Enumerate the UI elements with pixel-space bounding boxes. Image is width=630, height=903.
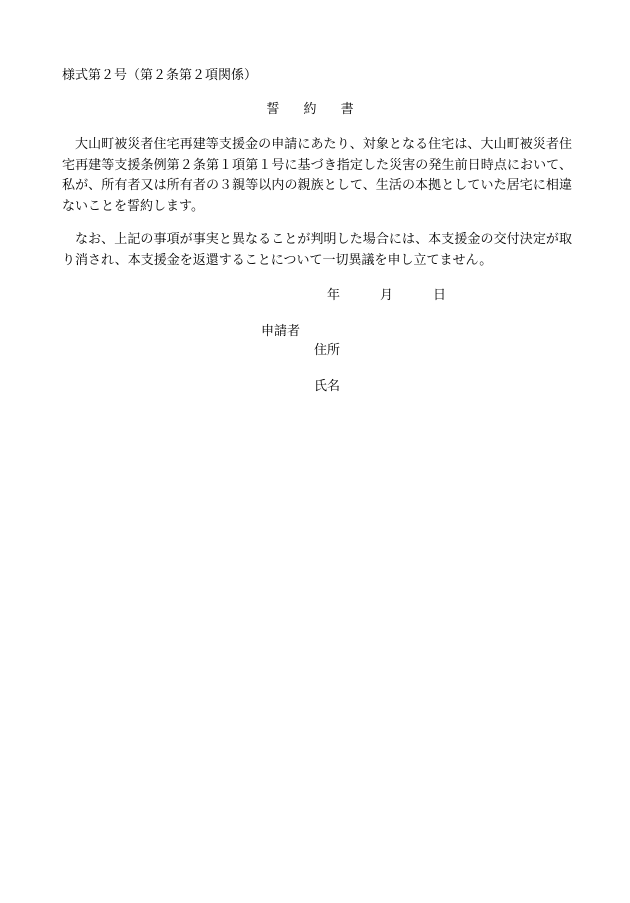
date-month-label: 月 xyxy=(380,288,394,303)
form-number-label: 様式第２号（第２条第２項関係） xyxy=(62,68,258,83)
date-year-label: 年 xyxy=(327,288,341,303)
date-day-label: 日 xyxy=(433,288,447,303)
document-title: 誓 約 書 xyxy=(266,102,364,117)
consent-paragraph: なお、上記の事項が事実と異なることが判明した場合には、本支援金の交付決定が取り消され、本支援金を返還することについて一切異議を申し立てません。 xyxy=(62,232,572,268)
applicant-label: 申請者 xyxy=(261,324,301,339)
address-label: 住所 xyxy=(314,343,341,358)
pledge-paragraph: 大山町被災者住宅再建等支援金の申請にあたり、対象となる住宅は、大山町被災者住宅再建等支援条例第２条第１項第１号に基づき指定した災害の発生前日時点において、私が、所有者又は所有者の３親等以内の親族として、生活の本拠としていた居宅に相違ないことを誓約します。 xyxy=(62,137,572,214)
name-label: 氏名 xyxy=(314,379,341,394)
